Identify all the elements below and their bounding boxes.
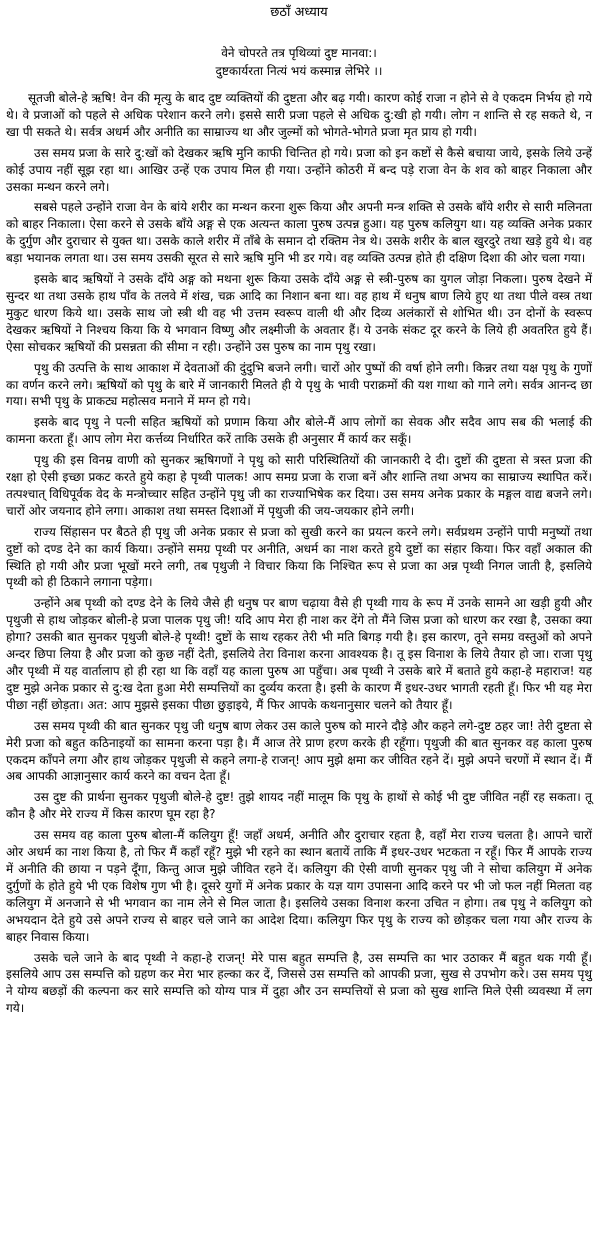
- paragraph: उस समय पृथ्वी की बात सुनकर पृथु जी धनुष बाण लेकर उस काले पुरुष को मारने दौड़े और कहने लगे-दुष्ट ठहर जा! तेरी दुष्टता से मेरी प्रजा को बहुत कठिनाइयों का सामना करना पड़ा है। मैं आज तेरे प्राण हरण करके ही रहूँगा। पृथुजी की बात सुनकर वह काला पुरुष एकदम काँपने लगा और हाथ जोड़कर पृथुजी से कहने लगा-हे राजन्! आप मुझे क्षमा कर जीवित रहने दें। मुझे अपने चरणों में स्थान दें। मैं अब आपकी आज्ञानुसार कार्य करने का वचन देता हूँ।: [6, 718, 592, 784]
- paragraph: उन्होंने अब पृथ्वी को दण्ड देने के लिये जैसे ही धनुष पर बाण चढ़ाया वैसे ही पृथ्वी गाय के रूप में उनके सामने आ खड़ी हुयी और पृथुजी से हाथ जोड़कर बोली-हे प्रजा पालक पृथु जी! यदि आप मेरा ही नाश कर देंगे तो मैंने जिस प्रजा को धारण कर रखा है, उसका क्या होगा? उसकी बात सुनकर पृथुजी बोले-हे पृथ्वी! दुष्टों के साथ रहकर तेरी भी मति बिगड़ गयी है। इस कारण, तूने समग्र वस्तुओं को अपने अन्दर छिपा लिया है और प्रजा को कुछ नहीं देती, इसलिये तेरा विनाश करना आवश्यक है। तू इस विनाश के लिये तैयार हो जा। राजा पृथु और पृथ्वी में यह वार्तालाप हो ही रहा था कि वहाँ यह काला पुरुष आ पहुँचा। अब पृथ्वी ने उसके बारे में बताते हुये कहा-हे महाराज! यह दुष्ट मुझे अनेक प्रकार से दु:ख देता हुआ मेरी सम्पत्तियों का दुर्व्यय करता है। इसी के कारण मैं इधर-उधर भागती रहती हूँ। फिर भी यह मेरा पीछा नहीं छोड़ता। अत: आप मुझसे इसका पीछा छुड़ाइये, मैं फिर आपके कथनानुसार चलने को तैयार हूँ।: [6, 596, 592, 712]
- paragraph: पृथु की उत्पत्ति के साथ आकाश में देवताओं की दुंदुभि बजने लगी। चारों ओर पुष्पों की वर्षा होने लगी। किन्नर तथा यक्ष पृथु के गुणों का वर्णन करने लगे। ऋषियों को पृथु के बारे में जानकारी मिलते ही ये पृथु के भावी पराक्रमों की यश गाथा को गाने लगे। सर्वत्र आनन्द छा गया। सभी पृथु के प्राकट्य महोत्सव मनाने में मग्न हो गये।: [6, 360, 592, 409]
- paragraph: सूतजी बोले-हे ऋषि! वेन की मृत्यु के बाद दुष्ट व्यक्तियों की दुष्टता और बढ़ गयी। कारण कोई राजा न होने से वे एकदम निर्भय हो गये थे। वे प्रजाओं को पहले से अधिक परेशान करने लगे। इससे सारी प्रजा पहले से अधिक दु:खी हो गयी। लोग न शान्ति से रह सकते थे, न खा पी सकते थे। सर्वत्र अधर्म और अनीति का साम्राज्य था और जुल्मों को भोगते-भोगते प्रजा मृत प्राय हो गयी।: [6, 91, 592, 139]
- paragraph: इसके बाद पृथु ने पत्नी सहित ऋषियों को प्रणाम किया और बोले-मैं आप लोगों का सेवक और सदैव आप सब की भलाई की कामना करता हूँ। आप लोग मेरा कर्त्तव्य निर्धारित करें ताकि उसके ही अनुसार मैं कार्य कर सकूँ।: [6, 415, 592, 447]
- paragraph: राज्य सिंहासन पर बैठते ही पृथु जी अनेक प्रकार से प्रजा को सुखी करने का प्रयत्न करने लगे। सर्वप्रथम उन्होंने पापी मनुष्यों तथा दुष्टों को दण्ड देने का कार्य किया। उन्होंने समग्र पृथ्वी पर अनीति, अधर्म का नाश करते हुये दुष्टों का संहार किया। फिर वहाँ अकाल की स्थिति हो गयी और प्रजा भूखों मरने लगी, तब पृथुजी ने विचार किया कि निश्चित रूप से प्रजा का अन्न पृथ्वी निगल जाती है, इसलिये पृथ्वी को ही ठिकाने लगाना पड़ेगा।: [6, 524, 592, 590]
- chapter-title: छठाँ अध्याय: [270, 5, 328, 20]
- paragraph: उसके चले जाने के बाद पृथ्वी ने कहा-हे राजन्! मेरे पास बहुत सम्पत्ति है, उस सम्पत्ति का भार उठाकर मैं बहुत थक गयी हूँ। इसलिये आप उस सम्पत्ति को ग्रहण कर मेरा भार हल्का कर दें, जिससे उस सम्पत्ति को आपकी प्रजा, सुख से उपभोग करे। उस समय पृथु ने योग्य बछड़ों की कल्पना कर सारे सम्पत्ति को योग्य पात्र में दुहा और उन सम्पत्तियों से प्रजा को सुख शान्ति मिले ऐसी व्यवस्था में लग गये।: [6, 950, 592, 1016]
- chapter-body: [6, 90, 592, 1017]
- paragraph: उस दुष्ट की प्रार्थना सुनकर पृथुजी बोले-हे दुष्ट! तुझे शायद नहीं मालूम कि पृथु के हाथों से कोई भी दुष्ट जीवित नहीं रह सकता। तू कौन है और मेरे राज्य में किस कारण घूम रहा है?: [6, 790, 592, 822]
- paragraph: सबसे पहले उन्होंने राजा वेन के बांये शरीर का मन्थन करना शुरू किया और अपनी मन्त्र शक्ति से उसके बाँये शरीर से सारी मलिनता को बाहर निकाला। ऐसा करने से उसके बाँये अङ्ग से एक अत्यन्त काला पुरुष उत्पन्न हुआ। यह पुरुष कलियुग था। यह व्यक्ति अनेक प्रकार के दुर्गुण और दुराचार से युक्त था। उसके काले शरीर में ताँबे के समान दो रक्तिम नेत्र थे। उसके शरीर के बाल खुरदुरे तथा खड़े हुये थे। वह बड़ा भयानक लगता था। उस समय उसकी सूरत से सारे ऋषि मुनि भी डर गये। वह व्यक्ति उत्पन्न होते ही दक्षिण दिशा की ओर चला गया।: [6, 200, 592, 266]
- verse-line-1: वेने चोपरते तत्र पृथिव्यां दुष्ट मानवा:।: [221, 46, 377, 60]
- paragraph: इसके बाद ऋषियों ने उसके दाँये अङ्ग को मथना शुरू किया उसके दाँये अङ्ग से स्त्री-पुरुष का युगल जोड़ा निकला। पुरुष देखने में सुन्दर था तथा उसके हाथ पाँव के तलवे में शंख, चक्र आदि का निशान बना था। वह हाथ में धनुष बाण लिये हुए था तथा पीले वस्त्र तथा मुकुट धारण किये था। उसके साथ जो स्त्री थी वह भी उत्तम स्वरूप वाली थी और दिव्य अलंकारों से शोभित थी। उन दोनों के स्वरूप देखकर ऋषियों ने निश्चय किया कि ये भगवान विष्णु और लक्ष्मीजी के अवतार हैं। ये उनके संकट दूर करने के लिये ही अवतरित हुये हैं। ऐसा सोचकर ऋषियों की प्रसन्नता की सीमा न रही। उन्होंने उस पुरुष का नाम पृथु रखा।: [6, 272, 592, 354]
- paragraph: पृथु की इस विनम्र वाणी को सुनकर ऋषिगणों ने पृथु को सारी परिस्थितियों की जानकारी दे दी। दुष्टों की दुष्टता से त्रस्त प्रजा की रक्षा हो ऐसी इच्छा प्रकट करते हुये कहा हे पृथ्वी पालक! आप समग्र प्रजा के राजा बनें और शान्ति तथा अभय का साम्राज्य स्थापित करें। तत्पश्चात् विधिपूर्वक वेद के मन्त्रोच्चार सहित उन्होंने पृथु जी का राज्याभिषेक कर दिया। उस समय अनेक प्रकार के मङ्गल वाद्य बजने लगे। चारों ओर जयनाद होने लगा। आकाश तथा समस्त दिशाओं में पृथुजी की जय-जयकार होने लगी।: [6, 453, 592, 518]
- paragraph: उस समय वह काला पुरुष बोला-मैं कलियुग हूँ! जहाँ अधर्म, अनीति और दुराचार रहता है, वहाँ मेरा राज्य चलता है। आपने चारों ओर अधर्म का नाश किया है, तो फिर मैं कहाँ रहूँ? मुझे भी रहने का स्थान बतायें ताकि मैं इधर-उधर भटकता न रहूँ। फिर मैं आपके राज्य में अनीति की छाया न पड़ने दूँगा, किन्तु आज मुझे जीवित रहने दें। कलियुग की ऐसी वाणी सुनकर पृथु जी ने सोचा कलियुग में अनेक दुर्गुणों के होते हुये भी एक विशेष गुण भी है। दूसरे युगों में अनेक प्रकार के यज्ञ याग उपासना आदि करने पर भी जो फल नहीं मिलता वह कलियुग में अनजाने से भी भगवान का नाम लेने से मिल जाता है। इसलिये उसका विनाश करना उचित न होगा। तब पृथु ने कलियुग को अभयदान देते हुये उसे अपने राज्य से बाहर चले जाने का आदेश दिया। कलियुग फिर पृथु के राज्य को छोड़कर चला गया और राज्य के बाहर निवास किया।: [6, 828, 592, 944]
- paragraph: उस समय प्रजा के सारे दु:खों को देखकर ऋषि मुनि काफी चिन्तित हो गये। प्रजा को इन कष्टों से कैसे बचाया जाये, इसके लिये उन्हें कोई उपाय नहीं सूझ रहा था। आखिर उन्हें एक उपाय मिल ही गया। उन्होंने कोठरी में बन्द पड़े राजा वेन के शव को बाहर निकाला और उसका मन्थन करने लगे।: [6, 145, 592, 194]
- opening-verse: [6, 44, 592, 80]
- verse-line-2: दुष्टकार्यरता नित्यं भयं कस्मान्न लेभिरे ।।: [215, 64, 383, 78]
